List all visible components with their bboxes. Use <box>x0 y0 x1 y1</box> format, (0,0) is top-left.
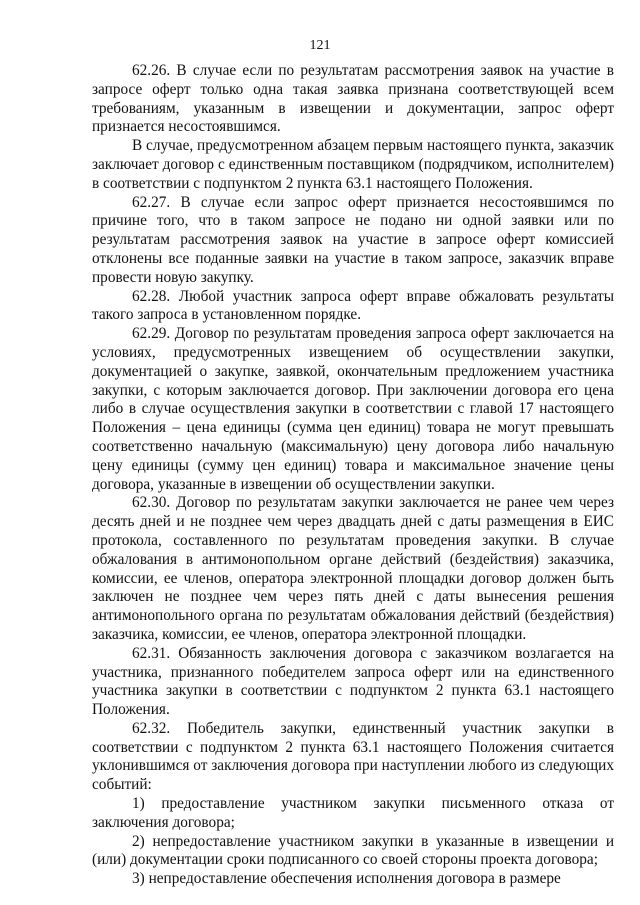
document-body <box>92 62 614 889</box>
paragraph-62-32: 62.32. Победитель закупки, единственный участник закупки в соответствии с подпунктом 2 пункта 63.1 настоящего Положения считается уклонившимся от заключения договора при наступлении любого из следующих событий: <box>92 719 614 794</box>
list-item-1: 1) предоставление участником закупки письменного отказа от заключения договора; <box>92 795 614 831</box>
paragraph-62-26: 62.26. В случае если по результатам рассмотрения заявок на участие в запросе оферт только одна такая заявка признана соответствующей всем требованиям, указанным в извещении и документации, запрос оферт признается несостоявшимся. <box>92 62 614 136</box>
paragraph-62-27: 62.27. В случае если запрос оферт признается несостоявшимся по причине того, что в таком запросе не подано ни одной заявки или по результатам рассмотрения заявок на участие в запросе оферт комиссией отклонены все поданные заявки на участие в таком запросе, заказчик вправе провести новую закупку. <box>92 193 614 286</box>
paragraph-62-31: 62.31. Обязанность заключения договора с заказчиком возлагается на участника, признанного победителем запроса оферт или на единственного участника закупки в соответствии с подпунктом 2 пункта 63.1 настоящего Положения. <box>92 644 614 719</box>
paragraph-62-29: 62.29. Договор по результатам проведения запроса оферт заключается на условиях, предусмотренных извещением об осуществлении закупки, документацией о закупке, заявкой, окончательным предложением участника закупки, с которым заключается договор. При заключении договора его цена либо в случае осуществления закупки в соответствии с главой 17 настоящего Положения – цена единицы (сумма цен единиц) товара не могут превышать соответственно начальную (максимальную) цену договора либо начальную цену единицы (сумму цен единиц) товара и максимальное значение цены договора, указанные в извещении об осуществлении закупки. <box>92 325 614 493</box>
list-item-2: 2) непредоставление участником закупки в указанные в извещении и (или) документации сроки подписанного со своей стороны проекта договора; <box>92 832 614 869</box>
page-number: 121 <box>309 38 331 53</box>
paragraph-62-28: 62.28. Любой участник запроса оферт вправе обжаловать результаты такого запроса в установленном порядке. <box>92 287 614 324</box>
paragraph-62-30: 62.30. Договор по результатам закупки заключается не ранее чем через десять дней и не позднее чем через двадцать дней с даты размещения в ЕИС протокола, составленного по результатам проведения закупки. В случае обжалования в антимонопольном органе действий (бездействия) заказчика, комиссии, ее членов, оператора электронной площадки договор должен быть заключен не позднее чем через пять дней с даты вынесения решения антимонопольного органа по результатам обжалования действий (бездействия) заказчика, комиссии, ее членов, оператора электронной площадки. <box>92 494 614 643</box>
paragraph-62-26-second: В случае, предусмотренном абзацем первым настоящего пункта, заказчик заключает договор с единственным поставщиком (подрядчиком, исполнителем) в соответствии с подпунктом 2 пункта 63.1 настоящего Положения. <box>92 137 614 192</box>
list-item-3: 3) непредоставление обеспечения исполнения договора в размере <box>132 870 561 888</box>
